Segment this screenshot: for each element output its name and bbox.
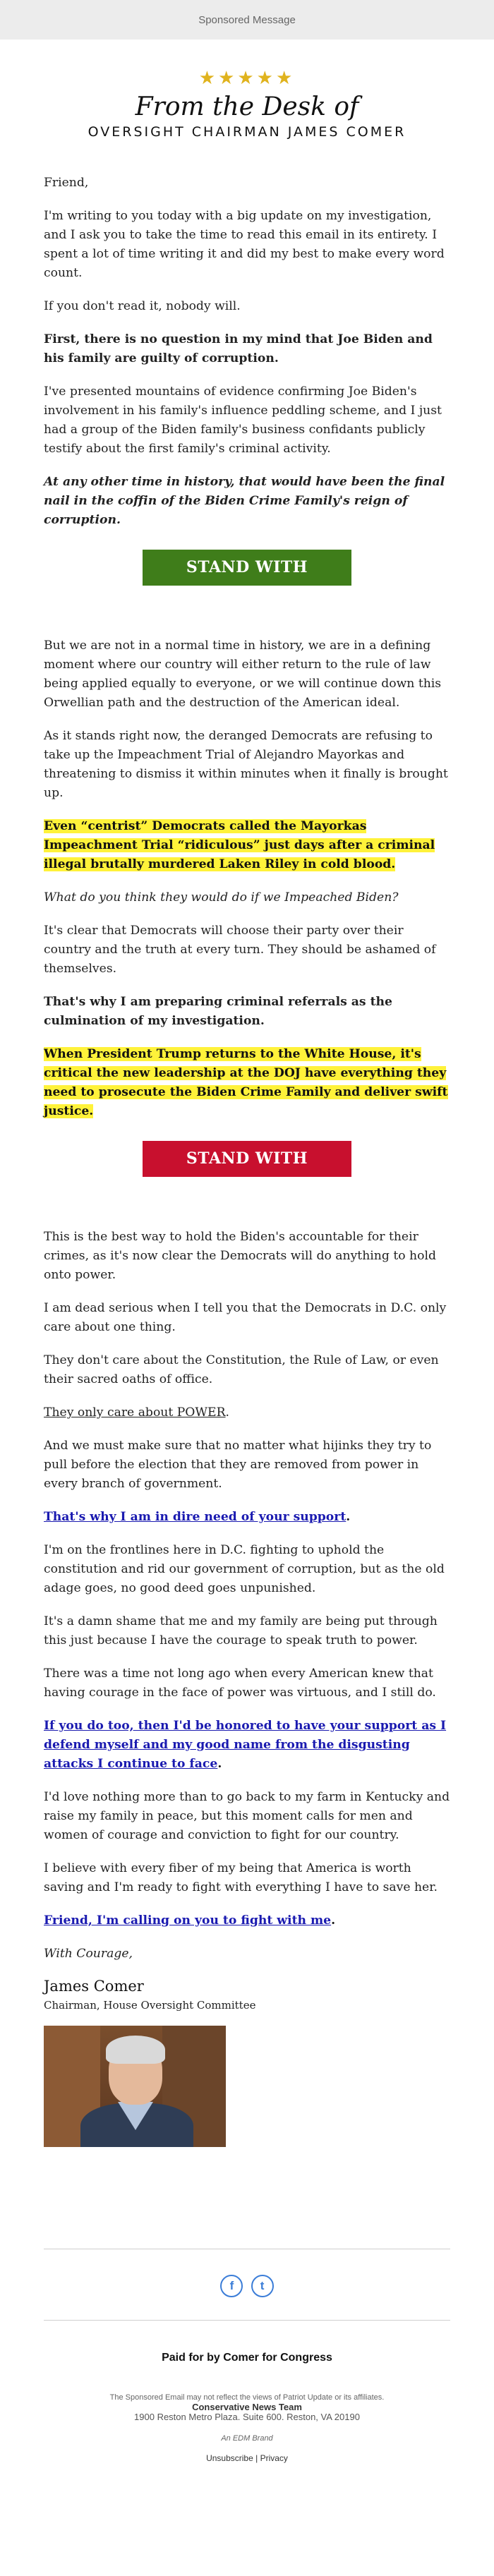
paragraph: I am dead serious when I tell you that the Democrats in D.C. only care about one thing.: [44, 1301, 447, 1334]
period: .: [217, 1757, 222, 1771]
paragraph: If you don't read it, nobody will.: [44, 299, 241, 313]
masthead: [0, 40, 494, 174]
cta-container: [44, 550, 450, 611]
bottom-spacer: [0, 2463, 494, 2484]
letter-body: [0, 174, 494, 2147]
paragraph-highlight: When President Trump returns to the White House, it's critical the new leadership at the DOJ have everything they need to prosecute the Biden Crime Family and deliver swift justice.: [44, 1047, 448, 1118]
paragraph: There was a time not long ago when every American knew that having courage in the face of power was virtuous, and I still do.: [44, 1667, 436, 1700]
defend-link[interactable]: If you do too, then I'd be honored to have your support as I defend myself and my good name from the disgusting attacks I continue to face: [44, 1719, 447, 1771]
greeting: Friend,: [44, 176, 89, 190]
paragraph: I've presented mountains of evidence confirming Joe Biden's involvement in his family's influence peddling scheme, and I just had a group of the Biden family's business confidants publicly testify about the first family's criminal activity.: [44, 385, 442, 456]
footer-fine-print: [0, 2393, 494, 2463]
paragraph: I'd love nothing more than to go back to my farm in Kentucky and raise my family in peace, but this moment calls for men and women of courage and conviction to fight for our country.: [44, 1790, 450, 1842]
power-underlined: They only care about POWER: [44, 1405, 226, 1420]
period: .: [331, 1913, 336, 1928]
paragraph: And we must make sure that no matter what hijinks they try to pull before the election that they are removed from power in every branch of government.: [44, 1439, 432, 1491]
period: .: [225, 1405, 230, 1420]
paragraph: As it stands right now, the deranged Democrats are refusing to take up the Impeachment Trial of Alejandro Mayorkas and threatening to dismiss it within minutes when it finally is brought up.: [44, 729, 448, 800]
paragraph-power: [44, 1403, 450, 1422]
paragraph-italic: What do you think they would do if we Impeached Biden?: [44, 890, 399, 905]
facebook-icon[interactable]: f: [220, 2275, 243, 2297]
twitter-icon[interactable]: t: [251, 2275, 274, 2297]
paragraph-support: [44, 1508, 450, 1527]
paragraph: But we are not in a normal time in history, we are in a defining moment where our country will either return to the rule of law being applied equally to everyone, or we will continue down this Orwellian path and the destruction of the American ideal.: [44, 639, 442, 710]
paragraph: I believe with every fiber of my being that America is worth saving and I'm ready to fight with everything I have to save her.: [44, 1861, 438, 1894]
paragraph: I'm on the frontlines here in D.C. fighting to uphold the constitution and rid our government of corruption, but as the old adage goes, no good deed goes unpunished.: [44, 1543, 445, 1595]
stars-icon: ★★★★★: [198, 68, 296, 89]
paragraph-bold: That's why I am preparing criminal referrals as the culmination of my investigation.: [44, 995, 392, 1028]
paragraph: I'm writing to you today with a big update on my investigation, and I ask you to take the time to read this email in its entirety. I spent a lot of time writing it and did my best to make every word count.: [44, 209, 445, 280]
unsubscribe-link[interactable]: Unsubscribe: [206, 2453, 253, 2463]
disclaimer: The Sponsored Email may not reflect the views of Patriot Update or its affiliates.: [109, 2393, 385, 2402]
paragraph: It's clear that Democrats will choose their party over their country and the truth at every turn. They should be ashamed of themselves.: [44, 924, 436, 976]
sponsored-label: Sponsored Message: [198, 14, 296, 26]
paragraph-fight: [44, 1911, 450, 1930]
cta-container: [44, 1141, 450, 1202]
link-separator: |: [253, 2453, 260, 2463]
period: .: [346, 1510, 351, 1524]
signature-title: Chairman, House Oversight Committee: [44, 1999, 256, 2012]
paragraph: They don't care about the Constitution, the Rule of Law, or even their sacred oaths of office.: [44, 1353, 439, 1386]
signature-name: James Comer: [44, 1978, 144, 1995]
paragraph-bold: First, there is no question in my mind that Joe Biden and his family are guilty of corruption.: [44, 332, 433, 365]
paragraph-red-emphasis: At any other time in history, that would have been the final nail in the coffin of the Biden Crime Family's reign of corruption.: [44, 475, 445, 527]
stand-with-comer-button[interactable]: STAND WITH COMER: [143, 550, 351, 586]
spacer: [0, 2147, 494, 2249]
masthead-from-desk: From the Desk of: [135, 92, 359, 121]
privacy-link[interactable]: Privacy: [260, 2453, 288, 2463]
closing: With Courage,: [44, 1947, 133, 1961]
paragraph: This is the best way to hold the Biden's accountable for their crimes, as it's now clear the Democrats will do anything to hold onto power.: [44, 1230, 436, 1282]
support-link[interactable]: That's why I am in dire need of your support: [44, 1510, 347, 1524]
stand-with-comer-button[interactable]: STAND WITH COMER: [143, 1141, 351, 1177]
sponsored-banner: [0, 0, 494, 40]
paragraph-highlight: Even “centrist” Democrats called the Mayorkas Impeachment Trial “ridiculous” just days after a criminal illegal brutally murdered Laken Riley in cold blood.: [44, 819, 435, 871]
paid-for-by: Paid for by Comer for Congress: [162, 2352, 332, 2364]
social-links: [0, 2249, 494, 2320]
photo-hair: [106, 2036, 165, 2064]
footer-links: [0, 2453, 494, 2463]
brand-tagline: An EDM Brand: [221, 2434, 273, 2443]
org-address: 1900 Reston Metro Plaza. Suite 600. Reston, VA 20190: [134, 2412, 360, 2422]
paragraph-defend: [44, 1717, 450, 1774]
masthead-office: OVERSIGHT CHAIRMAN JAMES COMER: [88, 124, 406, 140]
portrait-photo: [44, 2026, 226, 2147]
fight-with-me-link[interactable]: Friend, I'm calling on you to fight with me: [44, 1913, 332, 1928]
org-name: Conservative News Team: [192, 2402, 302, 2412]
paragraph: It's a damn shame that me and my family are being put through this just because I have the courage to speak truth to power.: [44, 1614, 438, 1647]
